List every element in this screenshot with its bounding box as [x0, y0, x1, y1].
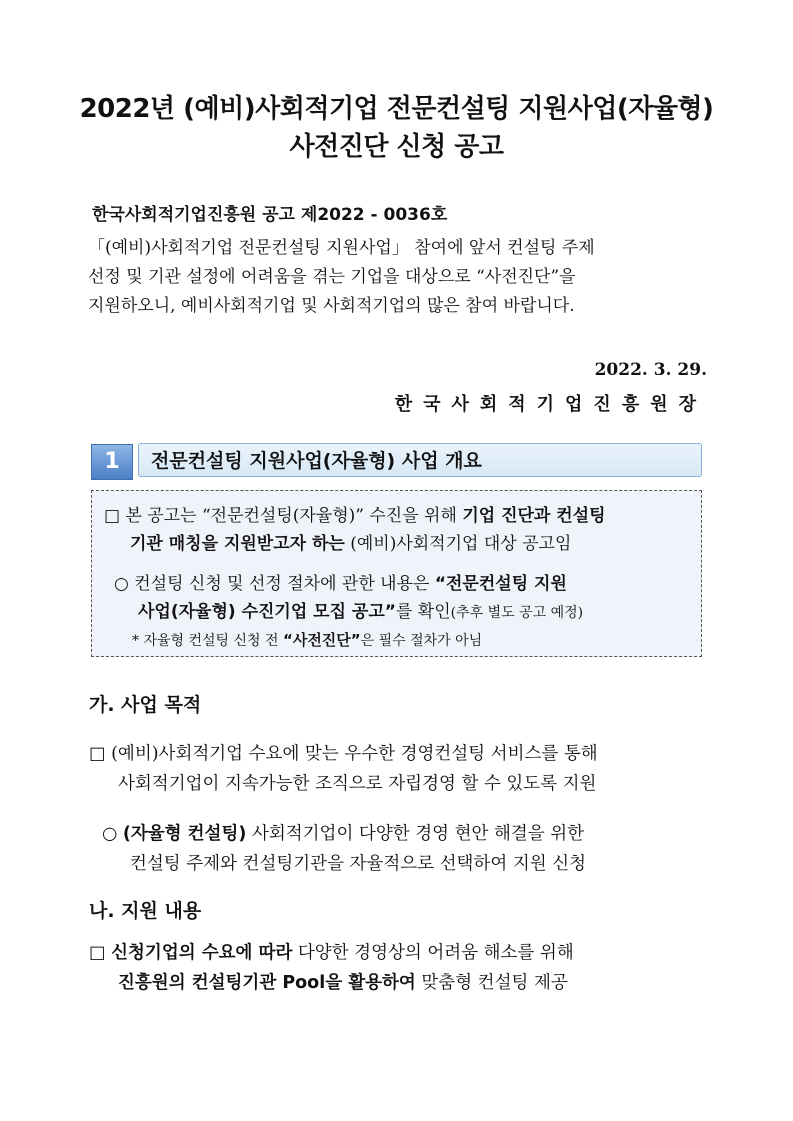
- notice-number: 한국사회적기업진흥원 공고 제2022 - 0036호: [92, 205, 448, 225]
- purpose-item-continued: 사회적기업이 지속가능한 조직으로 자립경영 할 수 있도록 지원: [118, 774, 597, 794]
- checkbox-glyph: □: [89, 943, 112, 963]
- overview-footnote: [132, 629, 482, 650]
- document-title-line1: 2022년 (예비)사회적기업 전문컨설팅 지원사업(자율형): [79, 94, 714, 124]
- subsection-title-purpose: 가. 사업 목적: [89, 694, 202, 716]
- overview-note: (추후 별도 공고 예정): [450, 605, 584, 621]
- overview-box: [91, 490, 702, 657]
- footnote-text: * 자율형 컨설팅 신청 전: [132, 633, 283, 649]
- support-emphasis: 신청기업의 수요에 따라: [111, 943, 293, 963]
- notice-date: 2022. 3. 29.: [594, 360, 707, 380]
- document-title-line2: 사전진단 신청 공고: [289, 132, 504, 162]
- overview-emphasis: 기관 매칭을 지원받고자 하는: [130, 534, 345, 554]
- intro-line: 「(예비)사회적기업 전문컨설팅 지원사업」 참여에 앞서 컨설팅 주제: [88, 238, 595, 258]
- support-item-continued: [118, 969, 568, 994]
- overview-item: [104, 501, 606, 526]
- overview-text: 를 확인: [395, 602, 451, 622]
- purpose-subitem-continued: 컨설팅 주제와 컨설팅기관을 자율적으로 선택하여 지원 신청: [130, 854, 586, 874]
- section-title: 전문컨설팅 지원사업(자율형) 사업 개요: [138, 443, 702, 477]
- support-text: 다양한 경영상의 어려움 해소를 위해: [292, 943, 574, 963]
- overview-text: □ 본 공고는 “전문컨설팅(자율형)” 수진을 위해: [104, 506, 463, 526]
- intro-line: 선정 및 기관 설정에 어려움을 겪는 기업을 대상으로 “사전진단”을: [88, 267, 576, 287]
- support-emphasis: 진흥원의 컨설팅기관 Pool을 활용하여: [118, 973, 416, 993]
- footnote-text: 은 필수 절차가 아님: [360, 633, 483, 649]
- purpose-subitem: [102, 820, 584, 845]
- purpose-item: □ (예비)사회적기업 수요에 맞는 우수한 경영컨설팅 서비스를 통해: [89, 744, 598, 764]
- purpose-text: 사회적기업이 다양한 경영 현안 해결을 위한: [246, 824, 585, 844]
- overview-subitem-continued: [138, 597, 583, 622]
- support-item: [89, 939, 574, 964]
- overview-text: (예비)사회적기업 대상 공고임: [344, 534, 572, 554]
- signer: 한국사회적기업진흥원장: [394, 394, 707, 415]
- bullet: ○: [102, 824, 123, 844]
- overview-emphasis: 사업(자율형) 수진기업 모집 공고”: [138, 602, 396, 622]
- subsection-title-support: 나. 지원 내용: [89, 900, 202, 922]
- footnote-emphasis: “사전진단”: [282, 631, 361, 649]
- overview-text: ○ 컨설팅 신청 및 선정 절차에 관한 내용은: [114, 574, 435, 594]
- support-text: 맞춤형 컨설팅 제공: [415, 973, 568, 993]
- purpose-emphasis: (자율형 컨설팅): [122, 824, 247, 844]
- overview-subitem: [114, 569, 567, 594]
- overview-item-continued: [130, 529, 571, 554]
- intro-paragraph: [88, 234, 706, 321]
- overview-emphasis: 기업 진단과 컨설팅: [462, 506, 606, 526]
- intro-line: 지원하오니, 예비사회적기업 및 사회적기업의 많은 참여 바랍니다.: [88, 296, 575, 316]
- section-number-badge: 1: [91, 444, 133, 480]
- overview-emphasis: “전문컨설팅 지원: [434, 574, 567, 594]
